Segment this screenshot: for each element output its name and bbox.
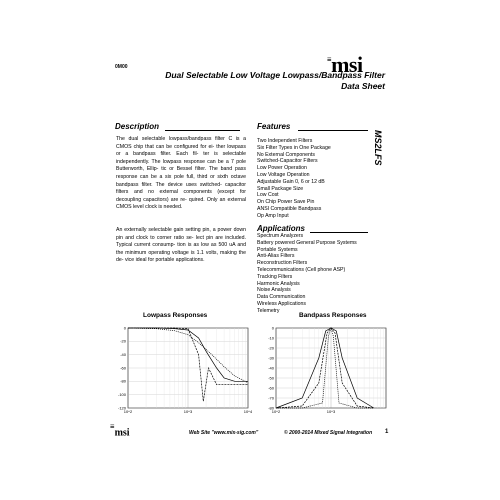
application-item: Portable Systems — [257, 246, 298, 253]
feature-item: Two Independent Filters — [257, 138, 313, 144]
y-tick-label: -20 — [120, 338, 126, 344]
feature-item: ANSI Compatible Bandpass — [257, 205, 322, 212]
title-line-2: Data Sheet — [341, 81, 385, 91]
features-heading-rule — [298, 130, 368, 131]
page-title — [165, 70, 385, 92]
application-item: Noise Analysis — [257, 287, 291, 294]
lowpass-chart-title: Lowpass Responses — [143, 312, 208, 319]
y-tick-label: -80 — [268, 405, 274, 411]
application-item: Battery powered General Purpose Systems — [257, 239, 357, 246]
y-tick-label: -40 — [268, 365, 274, 371]
feature-item: Op Amp Input — [257, 212, 289, 219]
x-tick-label: 10^2 — [123, 409, 133, 414]
feature-item: Low Power Operation — [257, 165, 307, 172]
description-heading-rule — [165, 130, 240, 131]
y-tick-label: -60 — [268, 385, 274, 391]
y-tick-label: -80 — [120, 378, 126, 384]
y-tick-label: -60 — [120, 365, 126, 371]
description-heading: Description — [115, 122, 160, 131]
y-tick-label: -20 — [268, 345, 274, 351]
feature-item: Small Package Size — [257, 185, 304, 192]
x-tick-label: 10^2 — [271, 409, 281, 414]
application-item: Telemetry — [257, 307, 280, 314]
y-tick-label: 0 — [123, 325, 126, 331]
lowpass-chart — [110, 322, 252, 416]
features-heading: Features — [257, 122, 291, 131]
page-number: 1 — [385, 429, 389, 435]
description-paragraph-2: An externally selectable gain setting pin, a power down pin and clock to corner ratio se- lect pin are included. Typical current consump- tion is as low as 500 uA and the minimum operating voltage is 1.1 volts, making the de- vice ideal for portable applications. — [116, 227, 246, 264]
application-item: Telecommunications (Cell phone ASP) — [257, 266, 346, 273]
application-item: Wireless Applications — [257, 300, 307, 307]
application-item: Reconstruction Filters — [257, 260, 308, 267]
y-tick-label: -50 — [268, 375, 274, 381]
y-tick-label: -40 — [120, 352, 126, 358]
application-item: Tracking Filters — [257, 273, 293, 280]
footer-copyright: © 2000-2014 Mixed Signal Integration — [284, 430, 373, 436]
features-list — [257, 138, 331, 220]
feature-item: Adjustable Gain 0, 6 or 12 dB — [257, 178, 325, 185]
application-item: Harmonic Analysis — [257, 280, 300, 287]
bandpass-chart-title: Bandpass Responses — [299, 312, 367, 319]
y-tick-label: 0 — [271, 325, 274, 331]
applications-heading: Applications — [257, 224, 306, 233]
y-tick-label: -100 — [117, 392, 126, 398]
x-tick-label: 10^3 — [326, 409, 336, 414]
bandpass-chart — [260, 322, 390, 416]
x-tick-label: 10^3 — [183, 409, 193, 414]
footer-website: Web Site "www.mix-sig.com" — [189, 430, 259, 436]
y-tick-label: -30 — [268, 355, 274, 361]
msi-logo-top: ≡msi — [327, 52, 363, 77]
feature-item: Low Voltage Operation — [257, 171, 310, 178]
msi-logo-bottom: ≡msi — [110, 422, 130, 439]
title-line-1: Dual Selectable Low Voltage Lowpass/Bandpass Filter — [165, 70, 385, 80]
feature-item: Switched-Capacitor Filters — [257, 158, 318, 165]
applications-list — [257, 233, 357, 315]
application-item: Anti-Alias Filters — [257, 253, 295, 260]
feature-item: Low Cost — [257, 192, 279, 199]
x-tick-label: 10^4 — [243, 409, 252, 414]
y-tick-label: -10 — [268, 335, 274, 341]
feature-item: On Chip Power Save Pin — [257, 199, 315, 206]
application-item: Data Communication — [257, 294, 306, 301]
description-paragraph-1: The dual selectable lowpass/bandpass filter C is a CMOS chip that can be configured for ei- ther lowpass or a bandpass filter. Each fil- ter is selectable independently. The lowpass response can be a 7 pole Butterworth, Ellip- tic or Bessel filter. The band pass response can be a six pole full, third or sixth octave bandpass filter. The device uses switched- capacitor filters and no external components (except for decoupling capacitors) are re- quired. Only an external CMOS level clock is needed. — [116, 136, 246, 211]
y-tick-label: -70 — [268, 395, 274, 401]
feature-item: Six Filter Types in One Package — [257, 144, 331, 151]
application-item: Spectrum Analyzers — [257, 233, 304, 239]
document-code: 0M00 — [115, 64, 128, 70]
y-tick-label: -120 — [117, 405, 126, 411]
side-part-code: MS2LFS — [373, 130, 383, 166]
feature-item: No External Components — [257, 151, 315, 158]
